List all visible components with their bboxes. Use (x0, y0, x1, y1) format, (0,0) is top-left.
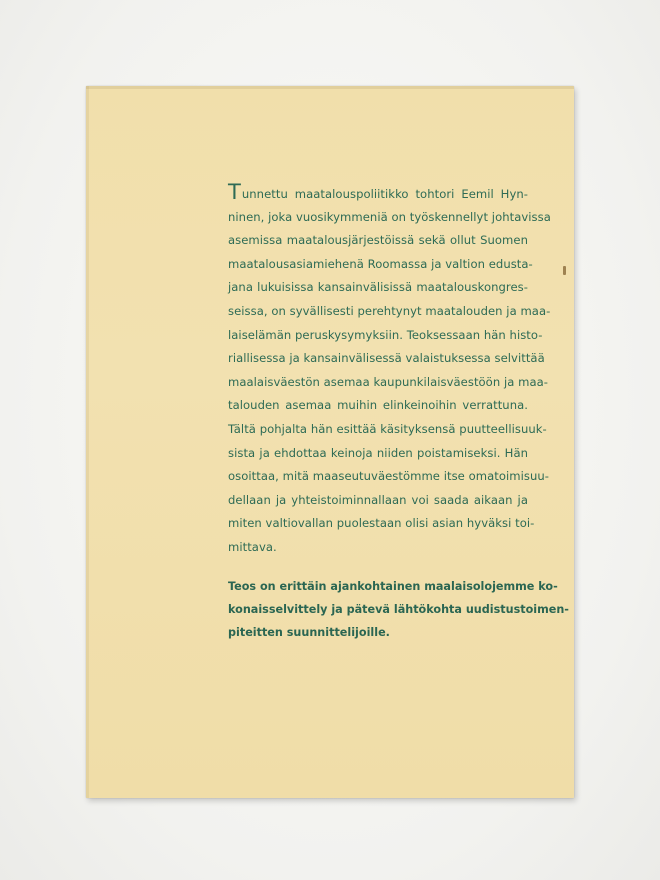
book-back-cover (86, 86, 574, 798)
description-line-8: riallisessa ja kansainvälisessä valaistuksessa selvittää (228, 351, 545, 366)
description-line-1: Tunnettu maatalouspoliitikko tohtori Eemil Hyn- (228, 180, 528, 204)
paper-blemish (563, 266, 566, 275)
summary-line-3: piteitten suunnittelijoille. (228, 626, 390, 639)
summary-text (228, 575, 569, 644)
description-line-4: maatalousasiamiehenä Roomassa ja valtion edusta- (228, 256, 533, 271)
description-line-14: dellaan ja yhteistoiminnallaan voi saada aikaan ja (228, 492, 528, 507)
description-line-11: Tältä pohjalta hän esittää käsityksensä puutteellisuuk- (228, 421, 547, 436)
dropcap-letter: T (228, 180, 241, 204)
description-line-16: mittava. (228, 539, 277, 554)
description-line-10: talouden asemaa muihin elinkeinoihin verrattuna. (228, 398, 528, 413)
description-line-6: seissa, on syvällisesti perehtynyt maatalouden ja maa- (228, 303, 551, 318)
description-line-3: asemissa maatalousjärjestöissä sekä ollut Suomen (228, 233, 528, 248)
description-line-12: sista ja ehdottaa keinoja niiden poistamiseksi. Hän (228, 445, 528, 460)
description-line-7: laiselämän peruskysymyksiin. Teoksessaan hän histo- (228, 327, 543, 342)
description-text (228, 180, 551, 560)
description-line-9: maalaisväestön asemaa kaupunkilaisväestöön ja maa- (228, 374, 549, 389)
description-line-5: jana lukuisissa kansainvälisissä maatalouskongres- (228, 280, 528, 295)
summary-line-1: Teos on erittäin ajankohtainen maalaisolojemme ko- (228, 580, 558, 593)
description-line-2: ninen, joka vuosikymmeniä on työskennellyt johtavissa (228, 209, 551, 224)
description-line-13: osoittaa, mitä maaseutuväestömme itse omatoimisuu- (228, 469, 549, 484)
summary-line-2: konaisselvittely ja pätevä lähtökohta uudistustoimen- (228, 603, 569, 616)
description-line-15: miten valtiovallan puolestaan olisi asian hyväksi toi- (228, 516, 535, 531)
